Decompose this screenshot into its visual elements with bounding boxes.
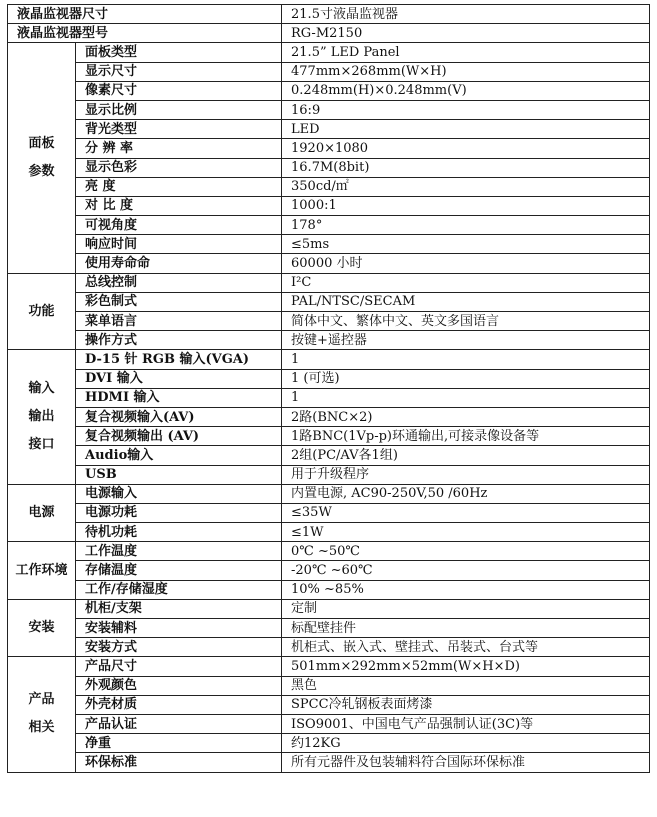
spec-label: 显示尺寸	[76, 62, 282, 81]
spec-label: 彩色制式	[76, 292, 282, 311]
group-title	[8, 350, 76, 484]
spec-row	[8, 734, 650, 753]
spec-value: SPCC冷轧钢板表面烤漆	[282, 695, 650, 714]
spec-label: 可视角度	[76, 216, 282, 235]
spec-row	[8, 714, 650, 733]
spec-row	[8, 676, 650, 695]
spec-value: ≤1W	[282, 523, 650, 542]
group-title-line: 面板	[28, 136, 55, 151]
spec-value: ≤5ms	[282, 235, 650, 254]
spec-label: 复合视频输入(AV)	[76, 407, 282, 426]
spec-value: 2组(PC/AV各1组)	[282, 446, 650, 465]
spec-value: PAL/NTSC/SECAM	[282, 292, 650, 311]
spec-label: 面板类型	[76, 43, 282, 62]
spec-value: 10% ~85%	[282, 580, 650, 599]
spec-value: 标配壁挂件	[282, 619, 650, 638]
header-value: 21.5寸液晶监视器	[282, 5, 650, 24]
spec-value: 16.7M(8bit)	[282, 158, 650, 177]
spec-label: 外观颜色	[76, 676, 282, 695]
spec-table	[7, 4, 650, 773]
spec-value: 1路BNC(1Vp-p)环通输出,可接录像设备等	[282, 427, 650, 446]
spec-row	[8, 100, 650, 119]
spec-row	[8, 523, 650, 542]
group-title-line: 电源	[28, 504, 55, 520]
spec-label: 响应时间	[76, 235, 282, 254]
spec-value: 0.248mm(H)×0.248mm(V)	[282, 81, 650, 100]
spec-value: 机柜式、嵌入式、壁挂式、吊装式、台式等	[282, 638, 650, 657]
group-title	[8, 484, 76, 542]
spec-row	[8, 196, 650, 215]
spec-label: 总线控制	[76, 273, 282, 292]
spec-value: 定制	[282, 599, 650, 618]
group-title	[8, 43, 76, 273]
group-title-line: 相关	[28, 720, 55, 736]
spec-row	[8, 312, 650, 331]
spec-label: Audio输入	[76, 446, 282, 465]
spec-value: 约12KG	[282, 734, 650, 753]
spec-label: HDMI 输入	[76, 388, 282, 407]
spec-value: ≤35W	[282, 503, 650, 522]
spec-value: 1	[282, 388, 650, 407]
spec-row	[8, 235, 650, 254]
group-title	[8, 542, 76, 600]
spec-value: 60000 小时	[282, 254, 650, 273]
spec-label: USB	[76, 465, 282, 484]
spec-row	[8, 465, 650, 484]
spec-table-body	[8, 5, 650, 773]
spec-label: 使用寿命命	[76, 254, 282, 273]
spec-label: 外壳材质	[76, 695, 282, 714]
group-title	[8, 273, 76, 350]
spec-value: 1	[282, 350, 650, 369]
spec-label: D-15 针 RGB 输入(VGA)	[76, 350, 282, 369]
group-title	[8, 599, 76, 657]
spec-label: 电源功耗	[76, 503, 282, 522]
spec-row	[8, 43, 650, 62]
spec-value: 2路(BNC×2)	[282, 407, 650, 426]
spec-value: 按键+遥控器	[282, 331, 650, 350]
spec-row	[8, 561, 650, 580]
spec-row	[8, 619, 650, 638]
spec-label: 环保标准	[76, 753, 282, 772]
spec-row	[8, 216, 650, 235]
group-title-line: 产品	[28, 692, 55, 708]
spec-value: 所有元器件及包装辅料符合国际环保标准	[282, 753, 650, 772]
spec-row	[8, 388, 650, 407]
spec-row	[8, 81, 650, 100]
spec-row	[8, 484, 650, 503]
spec-value: 16:9	[282, 100, 650, 119]
header-row	[8, 24, 650, 43]
spec-value: -20℃ ~60℃	[282, 561, 650, 580]
spec-row	[8, 350, 650, 369]
spec-row	[8, 407, 650, 426]
spec-row	[8, 62, 650, 81]
spec-value: 简体中文、繁体中文、英文多国语言	[282, 312, 650, 331]
spec-label: 对 比 度	[76, 196, 282, 215]
spec-label: 电源输入	[76, 484, 282, 503]
spec-value: 501mm×292mm×52mm(W×H×D)	[282, 657, 650, 676]
group-title-line: 输入	[28, 381, 55, 397]
spec-label: 存储温度	[76, 561, 282, 580]
spec-value: LED	[282, 120, 650, 139]
spec-value: ISO9001、中国电气产品强制认证(3C)等	[282, 714, 650, 733]
spec-value: I²C	[282, 273, 650, 292]
spec-label: 复合视频输出 (AV)	[76, 427, 282, 446]
spec-value: 1920×1080	[282, 139, 650, 158]
spec-row	[8, 542, 650, 561]
spec-value: 0℃ ~50℃	[282, 542, 650, 561]
spec-value: 黑色	[282, 676, 650, 695]
spec-label: 亮 度	[76, 177, 282, 196]
spec-value: 21.5” LED Panel	[282, 43, 650, 62]
spec-row	[8, 139, 650, 158]
spec-label: 待机功耗	[76, 523, 282, 542]
spec-label: DVI 输入	[76, 369, 282, 388]
spec-label: 产品尺寸	[76, 657, 282, 676]
spec-value: 350cd/㎡	[282, 177, 650, 196]
group-title-line: 输出	[28, 409, 55, 425]
spec-label: 背光类型	[76, 120, 282, 139]
spec-label: 产品认证	[76, 714, 282, 733]
spec-value: 178°	[282, 216, 650, 235]
spec-row	[8, 638, 650, 657]
group-title-line: 接口	[28, 437, 55, 453]
spec-label: 工作温度	[76, 542, 282, 561]
header-label: 液晶监视器型号	[8, 24, 282, 43]
spec-row	[8, 503, 650, 522]
spec-row	[8, 331, 650, 350]
spec-label: 净重	[76, 734, 282, 753]
spec-row	[8, 120, 650, 139]
spec-row	[8, 273, 650, 292]
header-value: RG-M2150	[282, 24, 650, 43]
spec-row	[8, 369, 650, 388]
spec-label: 显示色彩	[76, 158, 282, 177]
spec-row	[8, 580, 650, 599]
header-label: 液晶监视器尺寸	[8, 5, 282, 24]
spec-value: 1 (可选)	[282, 369, 650, 388]
spec-row	[8, 158, 650, 177]
group-title-line: 参数	[28, 164, 55, 179]
spec-label: 机柜/支架	[76, 599, 282, 618]
spec-value: 477mm×268mm(W×H)	[282, 62, 650, 81]
spec-value: 内置电源, AC90-250V,50 /60Hz	[282, 484, 650, 503]
spec-value: 1000:1	[282, 196, 650, 215]
group-title-line: 功能	[28, 303, 55, 319]
spec-label: 操作方式	[76, 331, 282, 350]
spec-label: 安装辅料	[76, 619, 282, 638]
spec-label: 像素尺寸	[76, 81, 282, 100]
group-title-line: 工作环境	[15, 562, 68, 578]
spec-sheet	[7, 4, 649, 810]
spec-row	[8, 753, 650, 772]
spec-row	[8, 657, 650, 676]
header-row	[8, 5, 650, 24]
spec-row	[8, 599, 650, 618]
spec-row	[8, 446, 650, 465]
spec-row	[8, 254, 650, 273]
spec-value: 用于升级程序	[282, 465, 650, 484]
spec-label: 显示比例	[76, 100, 282, 119]
spec-row	[8, 177, 650, 196]
spec-row	[8, 695, 650, 714]
group-title	[8, 657, 76, 772]
spec-label: 安装方式	[76, 638, 282, 657]
spec-row	[8, 427, 650, 446]
spec-label: 菜单语言	[76, 312, 282, 331]
group-title-line: 安装	[28, 620, 55, 636]
spec-label: 分 辨 率	[76, 139, 282, 158]
spec-row	[8, 292, 650, 311]
spec-label: 工作/存储湿度	[76, 580, 282, 599]
